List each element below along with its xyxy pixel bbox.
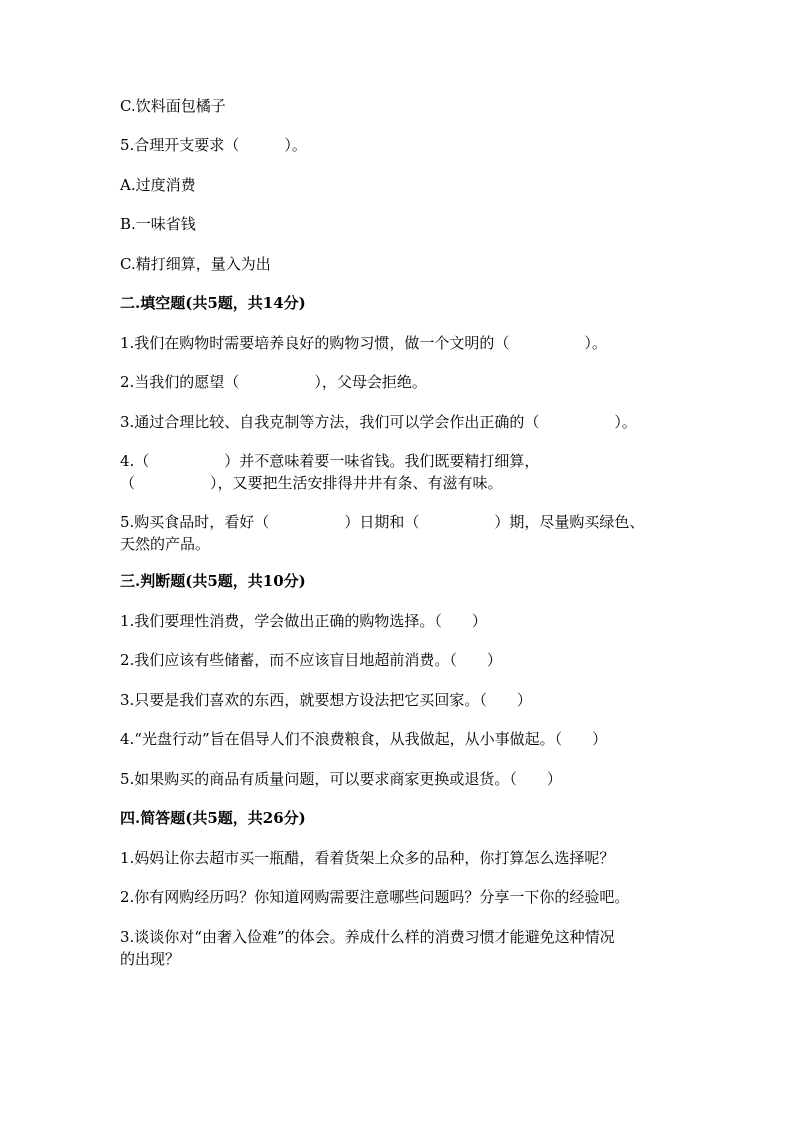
section-heading-short-answer: 四.简答题(共5题，共26分) [120,809,306,827]
fill-question-4-line-2: （ ），又要把生活安排得井井有条、有滋有味。 [120,474,503,492]
option-b-q5: B.一味省钱 [120,215,196,233]
fill-question-5-line-2: 天然的产品。 [120,535,211,553]
judge-question-3: 3.只要是我们喜欢的东西，就要想方设法把它买回家。（ ） [120,691,532,709]
fill-question-1: 1.我们在购物时需要培养良好的购物习惯，做一个文明的（ ）。 [120,334,607,352]
question-5-choice: 5.合理开支要求（ ）。 [120,136,307,154]
fill-question-3: 3.通过合理比较、自我克制等方法，我们可以学会作出正确的（ ）。 [120,413,637,431]
judge-question-5: 5.如果购买的商品有质量问题，可以要求商家更换或退货。（ ） [120,770,562,788]
fill-question-2: 2.当我们的愿望（ ），父母会拒绝。 [120,373,427,391]
option-a-q5: A.过度消费 [120,176,196,194]
fill-question-4-line-1: 4.（ ）并不意味着要一味省钱。我们既要精打细算， [120,452,540,470]
short-answer-question-3-line-2: 的出现？ [120,950,181,968]
option-c-q5: C.精打细算，量入为出 [120,255,271,273]
option-c-q4: C.饮料面包橘子 [120,97,226,115]
judge-question-4: 4.“光盘行动”旨在倡导人们不浪费粮食，从我做起，从小事做起。（ ） [120,730,608,748]
short-answer-question-3-line-1: 3.谈谈你对“由奢入俭难”的体会。养成什么样的消费习惯才能避免这种情况 [120,928,615,946]
fill-question-5-line-1: 5.购买食品时，看好（ ）日期和（ ）期，尽量购买绿色、 [120,513,645,531]
short-answer-question-1: 1.妈妈让你去超市买一瓶醋，看着货架上众多的品种，你打算怎么选择呢？ [120,849,615,867]
judge-question-1: 1.我们要理性消费，学会做出正确的购物选择。（ ） [120,612,487,630]
judge-question-2: 2.我们应该有些储蓄，而不应该盲目地超前消费。（ ） [120,651,502,669]
short-answer-question-2: 2.你有网购经历吗？你知道网购需要注意哪些问题吗？分享一下你的经验吧。 [120,888,630,906]
section-heading-true-false: 三.判断题(共5题，共10分) [120,572,306,590]
section-heading-fill-in: 二.填空题(共5题，共14分) [120,294,306,312]
